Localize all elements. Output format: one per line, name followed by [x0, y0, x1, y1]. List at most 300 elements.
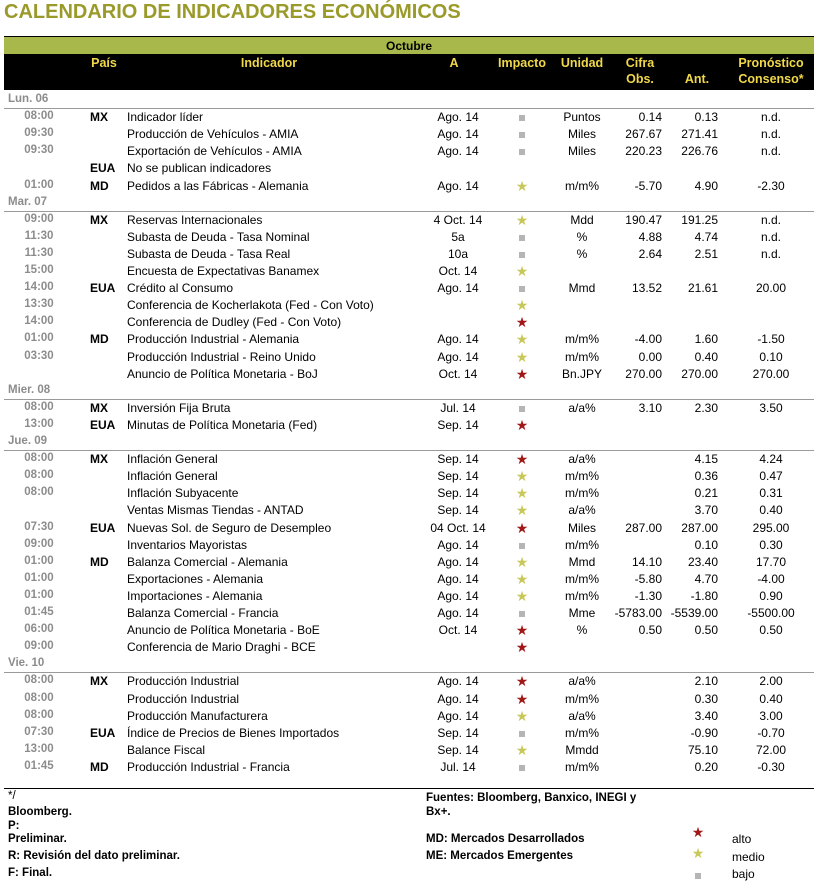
- row-indicator: Anuncio de Política Monetaria - BoE: [127, 623, 320, 638]
- row-period: Ago. 14: [437, 588, 479, 603]
- row-indicator: Indicador líder: [127, 110, 204, 125]
- footnote-fuentes: Fuentes: Bloomberg, Banxico, INEGI y: [426, 792, 637, 804]
- footnote-revision: R: Revisión del dato preliminar.: [8, 850, 180, 862]
- row-unit: a/a%: [568, 674, 596, 689]
- row-indicator: Producción Industrial - Alemania: [127, 332, 300, 347]
- row-consensus: 0.50: [759, 623, 783, 638]
- footnote-preliminar: Preliminar.: [8, 833, 67, 845]
- row-indicator: Balanza Comercial - Francia: [127, 606, 279, 620]
- row-unit: Mmdd: [565, 742, 599, 757]
- row-country: EUA: [90, 161, 116, 176]
- row-time: 15:00: [24, 264, 54, 276]
- impact-medio-icon: ★: [515, 741, 529, 758]
- row-time: 08:00: [24, 400, 54, 413]
- row-unit: Mdd: [570, 212, 594, 227]
- row-period: Sep. 14: [437, 725, 479, 740]
- row-period: Sep. 14: [437, 452, 479, 467]
- legend-bajo-label: bajo: [732, 867, 755, 881]
- row-unit: Mmd: [568, 554, 596, 569]
- row-period: Sep. 14: [437, 469, 479, 484]
- table-row: [0, 538, 826, 555]
- row-consensus: n.d.: [760, 110, 781, 125]
- row-period: Oct. 14: [438, 264, 478, 278]
- row-consensus: 3.50: [759, 400, 783, 415]
- row-indicator: Inflación Subyacente: [127, 486, 239, 501]
- row-ant: 4.74: [694, 229, 718, 244]
- row-time: 01:00: [24, 332, 54, 345]
- table-row: [0, 401, 826, 418]
- impact-bajo-icon: [510, 230, 534, 244]
- row-unit: a/a%: [568, 400, 596, 415]
- row-time: 07:30: [24, 725, 54, 738]
- row-obs: 4.88: [638, 229, 662, 244]
- row-time: 11:30: [24, 229, 54, 242]
- table-row: [0, 692, 826, 709]
- impact-bajo-icon: [510, 401, 534, 415]
- row-indicator: Conferencia de Dudley (Fed - Con Voto): [127, 315, 342, 330]
- row-indicator: Exportaciones - Alemania: [127, 571, 264, 586]
- impact-alto-icon: ★: [515, 314, 529, 331]
- row-period: Ago. 14: [437, 691, 479, 706]
- row-ant: -5539.00: [670, 606, 718, 620]
- day-label: Jue. 09: [8, 435, 47, 447]
- row-obs: 270.00: [625, 366, 662, 381]
- row-consensus: 2.00: [759, 674, 783, 689]
- row-period: 5a: [451, 229, 465, 244]
- row-time: 08:00: [24, 452, 54, 465]
- row-consensus: n.d.: [760, 144, 781, 159]
- table-row: [0, 572, 826, 589]
- row-consensus: 0.47: [759, 469, 783, 484]
- row-consensus: 17.70: [755, 554, 787, 569]
- row-indicator: Producción Industrial: [127, 691, 240, 706]
- row-consensus: -5500.00: [747, 606, 795, 620]
- footnote-final: F: Final.: [8, 867, 53, 879]
- row-obs: -5783.00: [614, 606, 662, 620]
- row-consensus: 270.00: [752, 366, 790, 381]
- table-row: [0, 743, 826, 760]
- impact-bajo-icon: [510, 760, 534, 774]
- row-period: Ago. 14: [437, 349, 479, 364]
- row-time: 09:00: [24, 212, 54, 225]
- row-ant: 0.20: [694, 759, 718, 774]
- row-ant: 4.90: [694, 178, 718, 193]
- impact-alto-icon: ★: [515, 673, 529, 690]
- row-country: EUA: [90, 281, 116, 296]
- row-unit: Bn.JPY: [561, 366, 603, 381]
- legend-medio-label: medio: [732, 850, 765, 864]
- table-row: [0, 281, 826, 298]
- impact-medio-icon: ★: [515, 587, 529, 604]
- row-indicator: Producción Manufacturera: [127, 708, 268, 723]
- row-period: 4 Oct. 14: [433, 212, 483, 227]
- row-country: EUA: [90, 417, 116, 432]
- header-a: A: [449, 56, 459, 70]
- row-unit: a/a%: [568, 503, 596, 518]
- impact-alto-icon: ★: [515, 690, 529, 707]
- row-period: Ago. 14: [437, 708, 479, 723]
- row-ant: 0.36: [694, 469, 718, 484]
- table-row: [0, 350, 826, 367]
- row-country: EUA: [90, 520, 116, 535]
- row-period: Ago. 14: [437, 178, 479, 193]
- impact-bajo-icon: [510, 110, 534, 124]
- impact-medio-icon: ★: [515, 297, 529, 314]
- row-ant: 271.41: [681, 127, 718, 142]
- row-ant: 75.10: [687, 742, 718, 757]
- row-ant: 0.13: [694, 110, 718, 125]
- row-unit: Mmd: [568, 281, 596, 296]
- impact-alto-icon: ★: [515, 365, 529, 382]
- row-time: 07:30: [24, 520, 54, 533]
- row-indicator: No se publican indicadores: [127, 161, 272, 176]
- row-indicator: Importaciones - Alemania: [127, 588, 263, 603]
- row-consensus: 0.40: [759, 503, 783, 518]
- footnote-p: P:: [8, 820, 20, 832]
- row-indicator: Ventas Mismas Tiendas - ANTAD: [127, 503, 304, 518]
- table-row: [0, 640, 826, 657]
- row-ant: 2.10: [694, 674, 718, 689]
- table-row: [0, 213, 826, 230]
- impact-medio-icon: ★: [515, 570, 529, 587]
- row-consensus: -4.00: [757, 571, 785, 586]
- row-period: Oct. 14: [438, 623, 478, 638]
- row-indicator: Índice de Precios de Bienes Importados: [127, 725, 340, 740]
- row-unit: m/m%: [565, 349, 599, 364]
- row-obs: -5.70: [634, 178, 662, 193]
- table-row: [0, 264, 826, 281]
- row-obs: 2.64: [638, 246, 662, 261]
- footnote-star: */: [8, 790, 16, 802]
- row-time: 11:30: [24, 246, 54, 259]
- row-period: Jul. 14: [440, 400, 476, 415]
- table-row: [0, 623, 826, 640]
- row-consensus: 295.00: [752, 520, 790, 535]
- footnote-me: ME: Mercados Emergentes: [426, 850, 573, 862]
- impact-medio-icon: ★: [515, 331, 529, 348]
- row-indicator: Producción Industrial - Reino Unido: [127, 349, 316, 364]
- row-time: 13:00: [24, 417, 54, 430]
- row-consensus: 0.31: [759, 486, 783, 501]
- row-country: MX: [90, 212, 108, 227]
- row-ant: 0.10: [694, 537, 718, 552]
- impact-medio-icon: ★: [515, 468, 529, 485]
- row-consensus: n.d.: [760, 127, 781, 142]
- table-row: [0, 298, 826, 315]
- row-unit: %: [576, 246, 588, 261]
- table-row: [0, 144, 826, 161]
- row-unit: m/m%: [565, 725, 599, 740]
- table-row: [0, 367, 826, 384]
- row-obs: -5.80: [634, 571, 662, 586]
- row-unit: Puntos: [563, 110, 601, 125]
- row-country: MD: [90, 759, 109, 774]
- row-unit: m/m%: [565, 691, 599, 706]
- row-time: 06:00: [24, 623, 54, 636]
- row-obs: 0.00: [638, 349, 662, 364]
- legend-medio-icon: ★: [691, 845, 705, 861]
- row-country: MX: [90, 400, 108, 415]
- row-obs: 190.47: [625, 212, 662, 227]
- row-period: Ago. 14: [437, 281, 479, 296]
- row-indicator: Subasta de Deuda - Tasa Real: [127, 246, 291, 261]
- row-time: 08:00: [24, 691, 54, 704]
- row-indicator: Balance Fiscal: [127, 742, 206, 757]
- footnote-fuentes-2: Bx+.: [426, 806, 451, 818]
- header-cifra: Cifra: [625, 56, 655, 70]
- row-period: Sep. 14: [437, 417, 479, 432]
- header-impacto: Impacto: [498, 56, 546, 70]
- row-ant: 226.76: [681, 144, 718, 159]
- row-period: Ago. 14: [437, 127, 479, 142]
- row-unit: m/m%: [565, 469, 599, 484]
- row-period: Ago. 14: [437, 571, 479, 586]
- row-ant: 4.70: [694, 571, 718, 586]
- row-time: 03:30: [24, 349, 54, 362]
- row-consensus: -2.30: [757, 178, 785, 193]
- month-label: Octubre: [385, 39, 432, 53]
- table-row: [0, 503, 826, 520]
- impact-medio-icon: ★: [515, 553, 529, 570]
- row-ant: 0.40: [694, 349, 718, 364]
- row-unit: %: [576, 623, 588, 638]
- row-period: Ago. 14: [437, 537, 479, 552]
- row-period: Oct. 14: [438, 366, 478, 381]
- table-header: [4, 54, 814, 90]
- row-obs: -4.00: [634, 332, 662, 347]
- row-consensus: 0.30: [759, 537, 783, 552]
- footnote-bloomberg: Bloomberg.: [8, 806, 72, 818]
- row-consensus: 0.10: [759, 349, 783, 364]
- impact-medio-icon: ★: [515, 502, 529, 519]
- row-ant: 0.21: [694, 486, 718, 501]
- table-row: [0, 230, 826, 247]
- table-row: [0, 555, 826, 572]
- row-ant: 270.00: [681, 366, 718, 381]
- row-indicator: Balanza Comercial - Alemania: [127, 554, 288, 569]
- row-time: 08:00: [24, 708, 54, 721]
- row-time: 13:30: [24, 298, 54, 311]
- row-period: Ago. 14: [437, 554, 479, 569]
- table-row: [0, 589, 826, 606]
- row-period: 04 Oct. 14: [430, 520, 486, 535]
- row-unit: m/m%: [565, 178, 599, 193]
- row-unit: m/m%: [565, 759, 599, 774]
- table-row: [0, 709, 826, 726]
- row-consensus: 20.00: [755, 281, 787, 296]
- table-row: [0, 127, 826, 144]
- row-ant: 2.30: [694, 400, 718, 415]
- row-indicator: Producción Industrial - Francia: [127, 759, 290, 774]
- row-obs: -1.30: [634, 588, 662, 603]
- row-unit: Miles: [567, 144, 596, 159]
- row-time: 13:00: [24, 742, 54, 755]
- row-period: Ago. 14: [437, 110, 479, 125]
- header-ant: Ant.: [684, 72, 710, 86]
- impact-medio-icon: ★: [515, 177, 529, 194]
- row-indicator: Pedidos a las Fábricas - Alemania: [127, 178, 309, 193]
- table-row: [0, 486, 826, 503]
- header-obs: Obs.: [626, 72, 654, 86]
- row-ant: 1.60: [694, 332, 718, 347]
- day-divider: [4, 450, 814, 451]
- month-bar: [4, 36, 814, 55]
- impact-bajo-icon: [510, 127, 534, 141]
- row-indicator: Crédito al Consumo: [127, 281, 234, 296]
- impact-alto-icon: ★: [515, 622, 529, 639]
- row-period: Sep. 14: [437, 503, 479, 518]
- row-ant: 3.40: [694, 708, 718, 723]
- day-label: Mar. 07: [8, 195, 47, 208]
- row-period: Ago. 14: [437, 144, 479, 159]
- row-unit: %: [576, 229, 588, 244]
- day-divider: [4, 672, 814, 673]
- row-time: 14:00: [24, 281, 54, 294]
- row-consensus: n.d.: [760, 229, 781, 244]
- row-time: 01:00: [24, 554, 54, 567]
- row-ant: 191.25: [681, 212, 718, 227]
- table-row: [0, 161, 826, 178]
- row-unit: m/m%: [565, 588, 599, 603]
- header-unidad: Unidad: [560, 56, 604, 70]
- row-indicator: Anuncio de Política Monetaria - BoJ: [127, 366, 318, 381]
- table-row: [0, 110, 826, 127]
- row-time: 08:00: [24, 110, 54, 123]
- footer-divider: [4, 788, 814, 789]
- row-period: Ago. 14: [437, 674, 479, 689]
- row-obs: 267.67: [625, 127, 662, 142]
- row-country: MD: [90, 554, 109, 569]
- row-ant: 0.50: [694, 623, 718, 638]
- row-country: MX: [90, 110, 108, 125]
- day-divider: [4, 108, 814, 109]
- page-title: CALENDARIO DE INDICADORES ECONÓMICOS: [4, 1, 461, 23]
- row-indicator: Producción Industrial: [127, 674, 240, 689]
- table-row: [0, 247, 826, 264]
- row-time: 01:00: [24, 571, 54, 584]
- row-period: Sep. 14: [437, 742, 479, 757]
- table-row: [0, 179, 826, 196]
- day-divider: [4, 399, 814, 400]
- impact-medio-icon: ★: [515, 707, 529, 724]
- row-unit: Miles: [567, 127, 596, 142]
- table-row: [0, 452, 826, 469]
- row-consensus: -0.70: [757, 725, 785, 740]
- row-unit: m/m%: [565, 537, 599, 552]
- footnote-md: MD: Mercados Desarrollados: [426, 833, 585, 845]
- day-label: Mier. 08: [8, 383, 51, 396]
- row-indicator: Inflación General: [127, 469, 218, 484]
- row-time: 01:45: [24, 759, 54, 772]
- row-ant: 3.70: [694, 503, 718, 518]
- row-indicator: Inversión Fija Bruta: [127, 400, 231, 415]
- row-obs: 220.23: [625, 144, 662, 159]
- row-time: 09:00: [24, 640, 54, 653]
- row-obs: 13.52: [631, 281, 662, 296]
- table-row: [0, 674, 826, 691]
- row-ant: 0.30: [694, 691, 718, 706]
- table-row: [0, 726, 826, 743]
- row-indicator: Reservas Internacionales: [127, 212, 263, 227]
- row-consensus: n.d.: [760, 212, 781, 227]
- header-pronostico: Pronóstico: [738, 56, 804, 70]
- row-time: 01:00: [24, 178, 54, 191]
- row-unit: m/m%: [565, 332, 599, 347]
- day-label: Vie. 10: [8, 657, 45, 670]
- row-indicator: Inventarios Mayoristas: [127, 537, 248, 552]
- table-row: [0, 521, 826, 538]
- row-consensus: 0.90: [759, 588, 783, 603]
- header-consenso: Consenso*: [738, 72, 804, 86]
- table-row: [0, 469, 826, 486]
- row-consensus: 0.40: [759, 691, 783, 706]
- row-indicator: Conferencia de Mario Draghi - BCE: [127, 640, 316, 655]
- impact-medio-icon: ★: [515, 348, 529, 365]
- row-obs: 14.10: [631, 554, 662, 569]
- row-time: 09:00: [24, 537, 54, 550]
- row-time: 08:00: [24, 486, 54, 499]
- row-obs: 0.50: [638, 623, 662, 638]
- header-indicador: Indicador: [240, 56, 298, 70]
- row-country: MX: [90, 674, 108, 689]
- row-indicator: Nuevas Sol. de Seguro de Desempleo: [127, 520, 332, 535]
- row-indicator: Conferencia de Kocherlakota (Fed - Con Voto): [127, 298, 374, 313]
- row-unit: m/m%: [565, 486, 599, 501]
- row-country: MX: [90, 452, 108, 467]
- row-time: 01:00: [24, 588, 54, 601]
- row-period: Ago. 14: [437, 332, 479, 347]
- day-label: Lun. 06: [8, 93, 49, 105]
- table-row: [0, 315, 826, 332]
- row-time: 08:00: [24, 674, 54, 687]
- row-country: MD: [90, 332, 109, 347]
- row-ant: 21.61: [687, 281, 718, 296]
- impact-bajo-icon: [510, 606, 534, 620]
- row-obs: 0.14: [638, 110, 662, 125]
- table-row: [0, 606, 826, 623]
- row-time: 09:30: [24, 144, 54, 157]
- impact-alto-icon: ★: [515, 451, 529, 468]
- table-row: [0, 332, 826, 349]
- row-consensus: -0.30: [757, 759, 785, 774]
- row-unit: m/m%: [565, 571, 599, 586]
- impact-medio-icon: ★: [515, 485, 529, 502]
- row-indicator: Inflación General: [127, 452, 218, 467]
- impact-bajo-icon: [510, 538, 534, 552]
- legend-alto-icon: ★: [691, 824, 705, 840]
- impact-bajo-icon: [510, 281, 534, 295]
- row-time: 09:30: [24, 127, 54, 140]
- row-ant: -1.80: [690, 588, 718, 603]
- row-obs: 3.10: [638, 400, 662, 415]
- row-ant: 23.40: [687, 554, 718, 569]
- row-country: EUA: [90, 725, 116, 740]
- row-consensus: 72.00: [755, 742, 787, 757]
- row-indicator: Producción de Vehículos - AMIA: [127, 127, 299, 142]
- row-unit: a/a%: [568, 708, 596, 723]
- header-pais: País: [91, 56, 117, 70]
- row-indicator: Encuesta de Expectativas Banamex: [127, 264, 320, 278]
- row-consensus: 3.00: [759, 708, 783, 723]
- day-divider: [4, 211, 814, 212]
- row-period: 10a: [447, 246, 469, 261]
- impact-alto-icon: ★: [515, 519, 529, 536]
- impact-bajo-icon: [510, 726, 534, 740]
- table-row: [0, 760, 826, 777]
- table-row: [0, 418, 826, 435]
- row-ant: 4.15: [694, 452, 718, 467]
- row-indicator: Subasta de Deuda - Tasa Nominal: [127, 229, 310, 244]
